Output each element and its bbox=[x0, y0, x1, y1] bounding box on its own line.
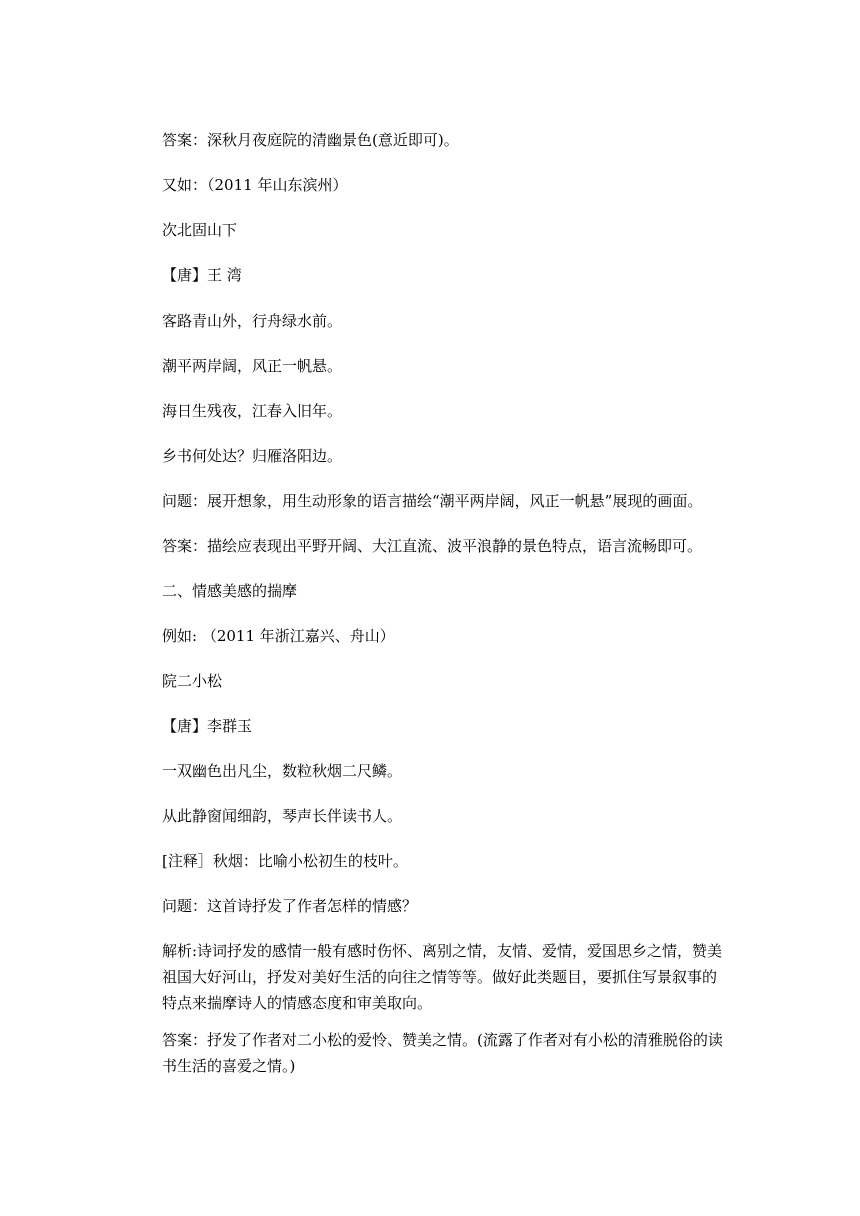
analysis-paragraph: 解析:诗词抒发的感情一般有感时伤怀、离别之情，友情、爱情，爱国思乡之情，赞美祖国大好河山，抒发对美好生活的向往之情等等。做好此类题目，要抓住写景叙事的特点来揣摩诗人的情感态度和审美取向。 bbox=[162, 942, 723, 1012]
section-heading: 二、情感美感的揣摩 bbox=[162, 582, 298, 600]
poem-line-2: 潮平两岸阔，风正一帆悬。 bbox=[162, 357, 343, 375]
answer-line-1: 答案：深秋月夜庭院的清幽景色(意近即可)。 bbox=[162, 131, 459, 149]
poem-line-4: 乡书何处达？归雁洛阳边。 bbox=[162, 447, 343, 465]
example-source-line-2: 例如: （2011 年浙江嘉兴、舟山） bbox=[162, 627, 395, 645]
example-source-line: 又如：（2011 年山东滨州） bbox=[162, 176, 348, 194]
poem-line-1: 客路青山外，行舟绿水前。 bbox=[162, 312, 343, 330]
final-answer-paragraph: 答案：抒发了作者对二小松的爱怜、赞美之情。(流露了作者对有小松的清雅脱俗的读书生活的喜爱之情。) bbox=[162, 1031, 723, 1075]
question-line-2: 问题：这首诗抒发了作者怎样的情感？ bbox=[162, 897, 418, 915]
poem-title: 次北固山下 bbox=[162, 221, 238, 239]
answer-line-2: 答案：描绘应表现出平野开阔、大江直流、波平浪静的景色特点，语言流畅即可。 bbox=[162, 537, 703, 555]
poem-author-2: 【唐】李群玉 bbox=[162, 717, 253, 735]
question-line: 问题：展开想象，用生动形象的语言描绘“潮平两岸阔，风正一帆悬”展现的画面。 bbox=[162, 492, 703, 510]
annotation-line: [注释］秋烟：比喻小松初生的枝叶。 bbox=[162, 852, 408, 870]
poem2-line-1: 一双幽色出凡尘，数粒秋烟二尺鳞。 bbox=[162, 762, 403, 780]
poem2-line-2: 从此静窗闻细韵，琴声长伴读书人。 bbox=[162, 807, 403, 825]
poem-line-3: 海日生残夜，江春入旧年。 bbox=[162, 402, 343, 420]
poem-title-2: 院二小松 bbox=[162, 672, 223, 690]
poem-author: 【唐】王 湾 bbox=[162, 266, 242, 284]
